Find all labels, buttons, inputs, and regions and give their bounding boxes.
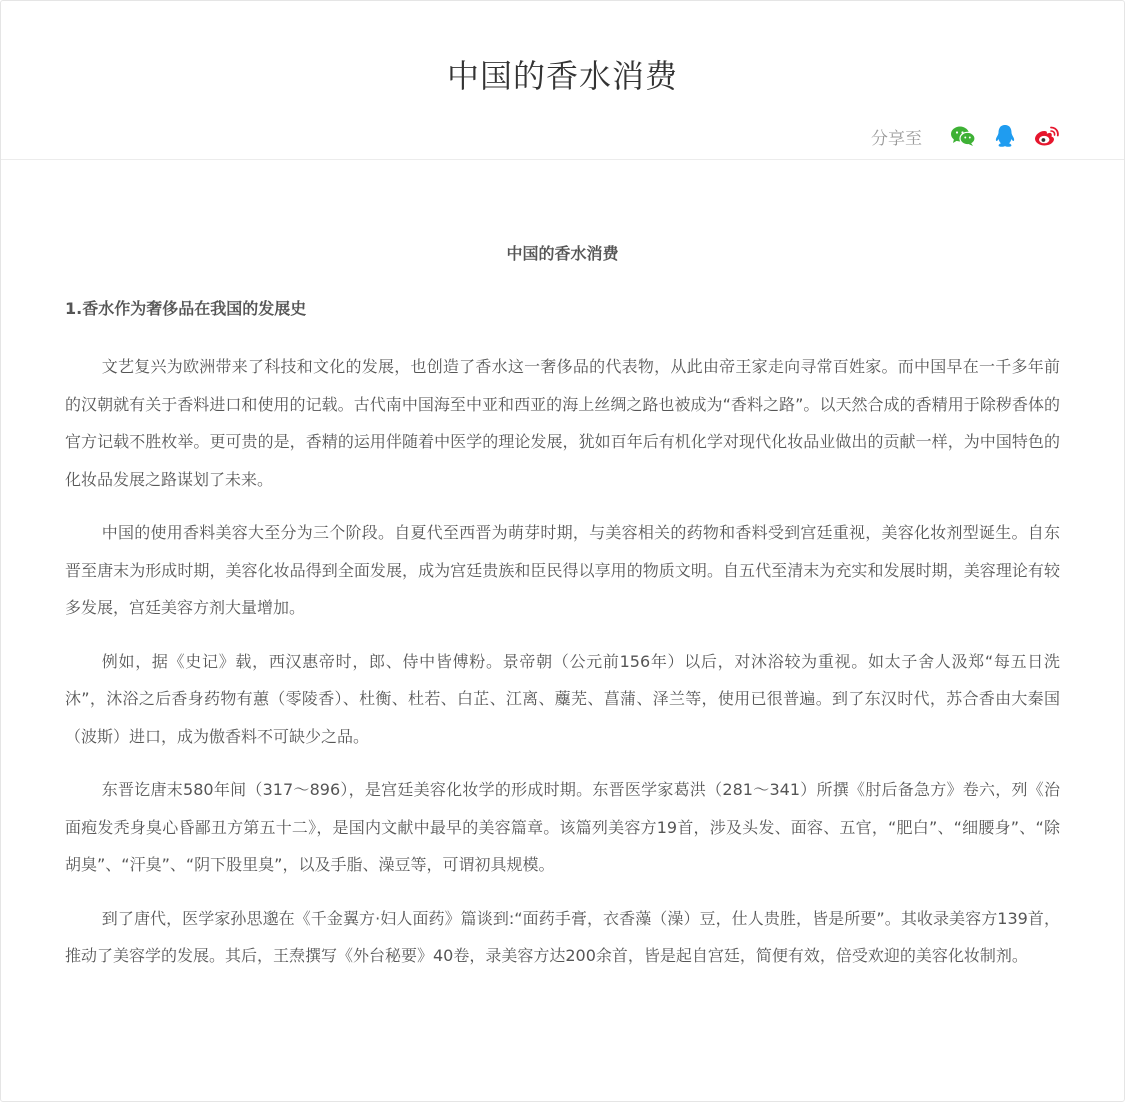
page-title: 中国的香水消费 xyxy=(446,57,678,95)
article-paragraph: 东晋讫唐末580年间（317～896），是宫廷美容化妆学的形成时期。东晋医学家葛洪（281～341）所撰《肘后备急方》卷六，列《治面疱发秃身臭心昏鄙丑方第五十二》，是国内文献中最早的美容篇章。该篇列美容方19首，涉及头发、面容、五官，“肥白”、“细腰身”、“除胡臭”、“汗臭”、“阴下股里臭”，以及手脂、澡豆等，可谓初具规模。 xyxy=(65,780,1060,874)
weibo-icon xyxy=(1034,125,1060,147)
qq-icon xyxy=(994,124,1016,148)
article-header xyxy=(1,1,1124,160)
section-heading: 1.香水作为奢侈品在我国的发展史 xyxy=(65,299,307,318)
share-qq-button[interactable] xyxy=(990,121,1020,151)
share-wechat-button[interactable] xyxy=(948,121,978,151)
article-heading: 中国的香水消费 xyxy=(506,244,619,263)
article-paragraph: 文艺复兴为欧洲带来了科技和文化的发展，也创造了香水这一奢侈品的代表物，从此由帝王家走向寻常百姓家。而中国早在一千多年前的汉朝就有关于香料进口和使用的记载。古代南中国海至中亚和西亚的海上丝绸之路也被成为“香料之路”。以天然合成的香精用于除秽香体的官方记载不胜枚举。更可贵的是，香精的运用伴随着中医学的理论发展，犹如百年后有机化学对现代化妆品业做出的贡献一样，为中国特色的化妆品发展之路谋划了未来。 xyxy=(65,357,1060,489)
article-paragraph: 到了唐代，医学家孙思邈在《千金翼方·妇人面药》篇谈到:“面药手膏，衣香藻（澡）豆，仕人贵胜，皆是所要”。其收录美容方139首，推动了美容学的发展。其后，王焘撰写《外台秘要》40卷，录美容方达200余首，皆是起自宫廷，简便有效，倍受欢迎的美容化妆制剂。 xyxy=(65,908,1060,965)
share-bar xyxy=(871,121,1062,151)
article-paragraph: 中国的使用香料美容大至分为三个阶段。自夏代至西晋为萌芽时期，与美容相关的药物和香料受到宫廷重视，美容化妆剂型诞生。自东晋至唐末为形成时期，美容化妆品得到全面发展，成为宫廷贵族和臣民得以享用的物质文明。自五代至清末为充实和发展时期，美容理论有较多发展，宫廷美容方剂大量增加。 xyxy=(65,523,1060,617)
share-label: 分享至 xyxy=(871,128,922,149)
article-body xyxy=(1,160,1124,975)
article-paragraph: 例如，据《史记》载，西汉惠帝时，郎、侍中皆傅粉。景帝朝（公元前156年）以后，对沐浴较为重视。如太子舍人汲郑“每五日洗沐”，沐浴之后香身药物有蕙（零陵香）、杜衡、杜若、白芷、江离、蘪芜、菖蒲、泽兰等，使用已很普遍。到了东汉时代，苏合香由大秦国（波斯）进口，成为傲香料不可缺少之品。 xyxy=(65,651,1060,746)
share-weibo-button[interactable] xyxy=(1032,121,1062,151)
wechat-icon xyxy=(950,125,976,147)
